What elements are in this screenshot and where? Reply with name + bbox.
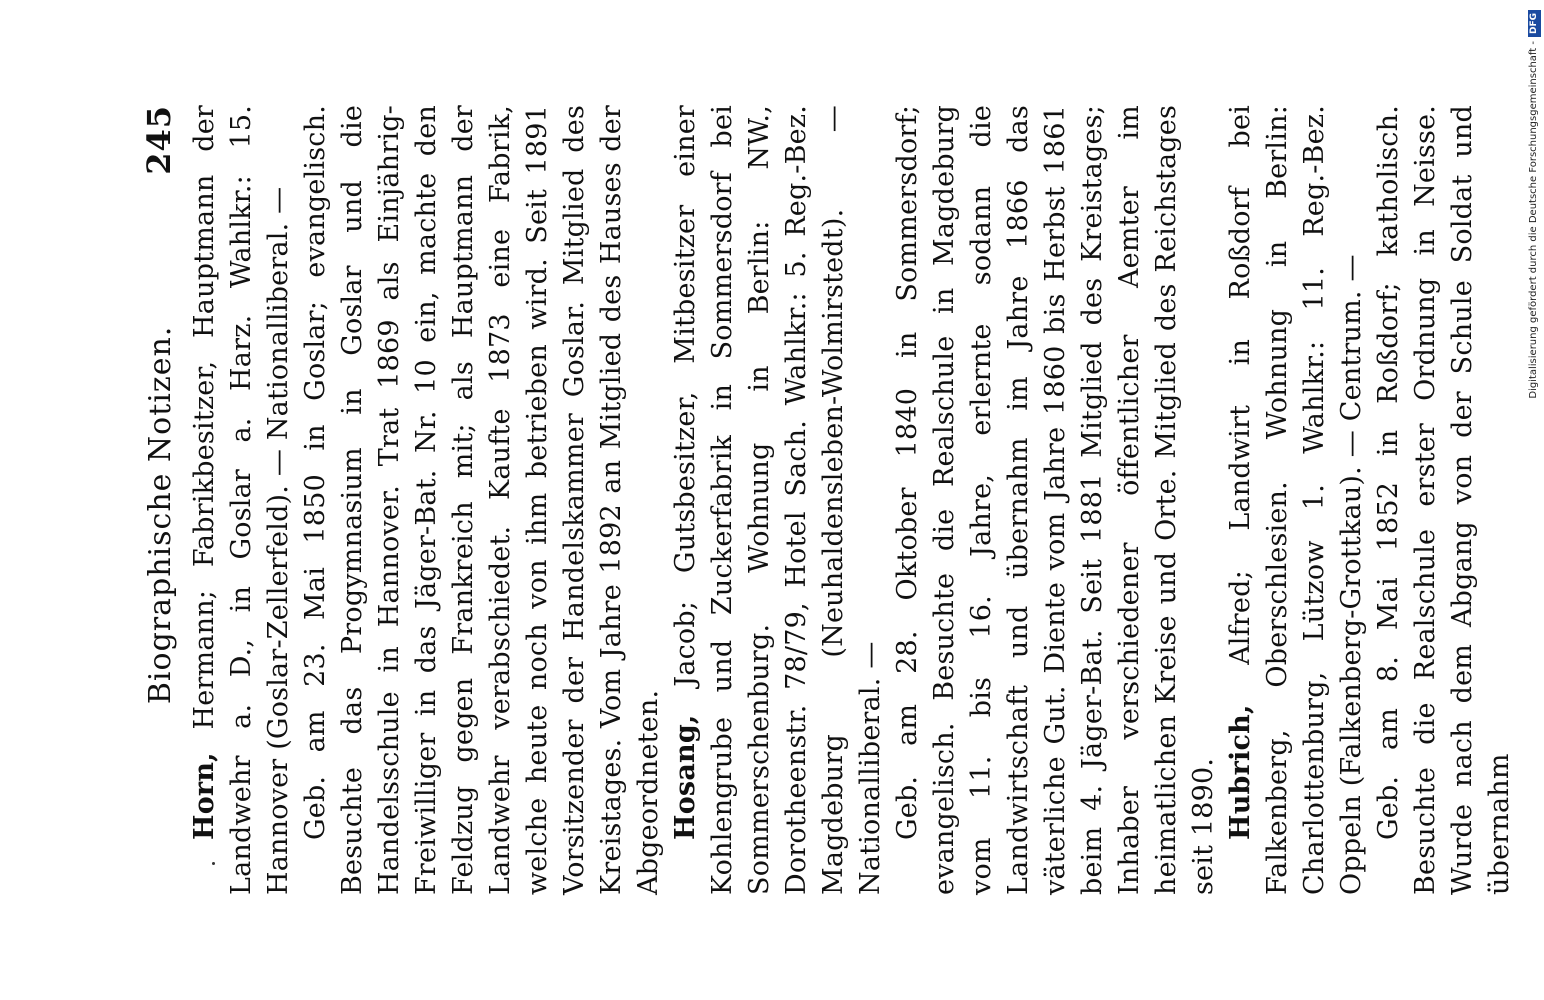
entry-hosang — [667, 105, 889, 895]
entry-horn — [186, 105, 297, 895]
bio-text: Geb. am 28. Oktober 1840 in Sommersdorf; evangelisch. Besuchte die Realschule in Magdeburg vom 11. bis 16. Jahre, erlernte sodann die Landwirtschaft und übernahm im Jahre 1866 das väterliche Gut. Diente vom Jahre 1860 bis Herbst 1861 beim 4. Jäger-Bat. Seit 1881 Mitglied des Kreistages; Inhaber verschiedener öffentlicher Aemter im heimatlichen Kreise und Orte. Mitglied des Reichstages seit 1890. — [892, 105, 1219, 895]
bio-hubrich — [1370, 105, 1518, 895]
entry-text: Jacob; Gutsbesitzer, Mitbesitzer einer Kohlengrube und Zuckerfabrik in Sommersdorf bei Sommerschenburg. Wohnung in Berlin: NW., Dorotheenstr. 78/79, Hotel Sach. Wahlkr.: 5. Reg.-Bez. Magdeburg (Neuhaldensleben-Wolmirstedt). — Nationalliberal. — — [670, 105, 886, 895]
entry-name: Horn, — [189, 752, 220, 840]
bio-text: Geb. am 8. Mai 1852 in Roßdorf; katholisch. Besuchte die Realschule erster Ordnung in Neisse. Wurde nach dem Abgang von der Schule Soldat und übernahm — [1373, 105, 1515, 895]
dfg-logo: DFG — [1528, 10, 1541, 37]
bio-horn — [297, 105, 667, 895]
entry-name: Hosang, — [670, 714, 701, 840]
digitization-note-text: Digitalisierung gefördert durch die Deutsche Forschungsgemeinschaft - — [1528, 41, 1539, 399]
document-page — [140, 95, 1515, 895]
entry-name: Hubrich, — [1225, 704, 1256, 840]
speck-mark — [212, 862, 215, 865]
rotated-content — [140, 105, 1515, 895]
bio-text: Geb. am 23. Mai 1850 in Goslar; evangelisch. Besuchte das Progymnasium in Goslar und die Handelsschule in Hannover. Trat 1869 als Einjährig-Freiwilliger in das Jäger-Bat. Nr. 10 ein, machte den Feldzug gegen Frankreich mit; als Hauptmann der Landwehr verabschiedet. Kaufte 1873 eine Fabrik, welche heute noch von ihm betrieben wird. Seit 1891 Vorsitzender der Handelskammer Goslar. Mitglied des Kreistages. Vom Jahre 1892 an Mitglied des Hauses der Abgeordneten. — [300, 105, 664, 895]
running-title: Biographische Notizen. — [143, 325, 178, 705]
entry-hubrich — [1222, 105, 1370, 895]
digitization-note — [1527, 10, 1541, 399]
bio-hosang — [889, 105, 1222, 895]
entry-text: Hermann; Fabrikbesitzer, Hauptmann der Landwehr a. D., in Goslar a. Harz. Wahlkr.: 15. Hannover (Goslar-Zellerfeld). — Nationalliberal. — — [189, 105, 294, 895]
entry-text: Alfred; Landwirt in Roßdorf bei Falkenberg, Oberschlesien. Wohnung in Berlin: Charlottenburg, Lützow 1. Wahlkr.: 11. Reg.-Bez. Oppeln (Falkenberg-Grottkau). — Centrum. — — [1225, 105, 1367, 895]
page-header — [140, 105, 186, 895]
page-number: 245 — [140, 105, 178, 175]
